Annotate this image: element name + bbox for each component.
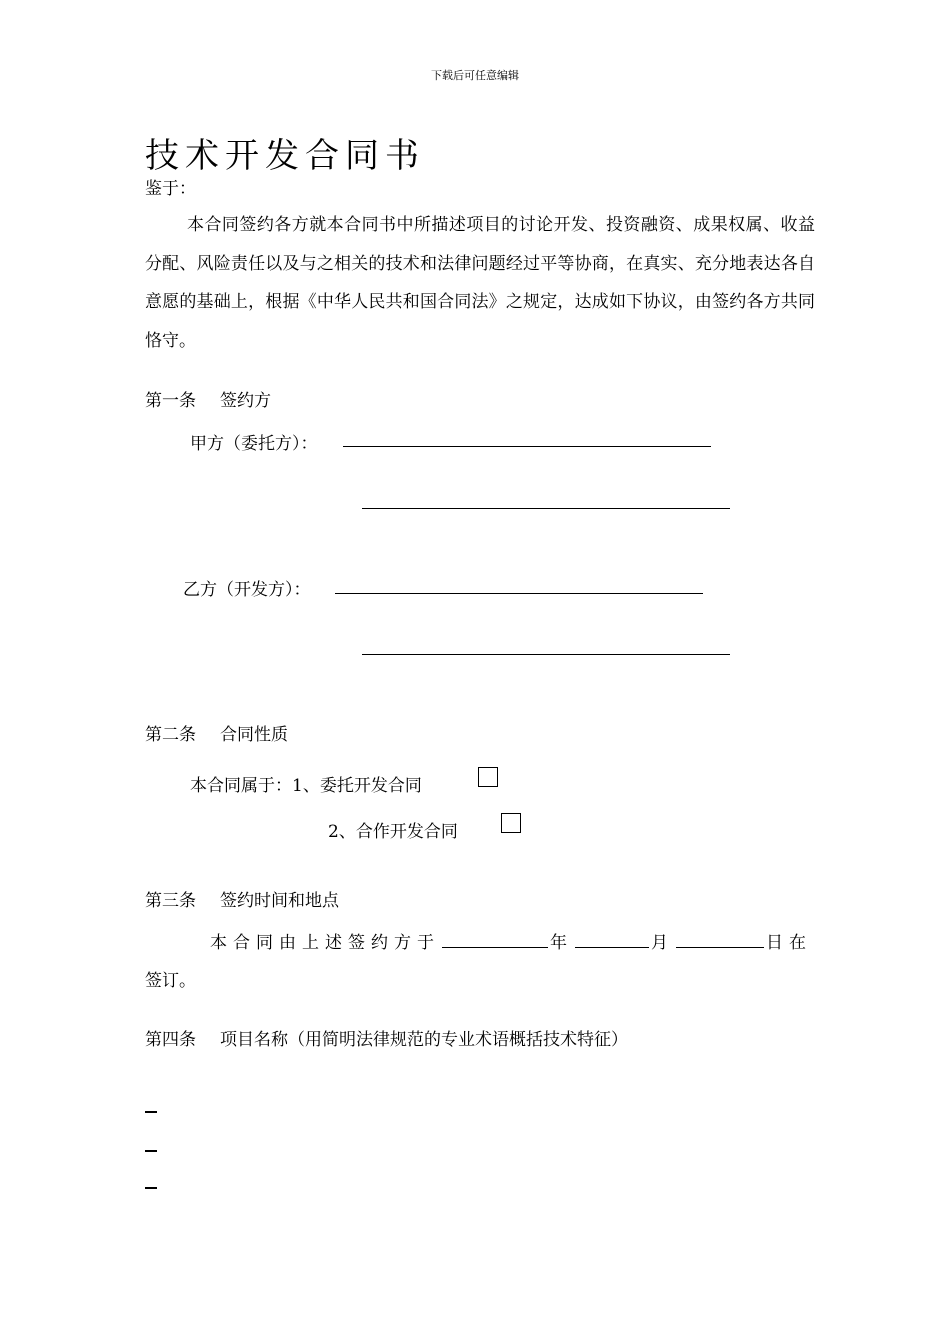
signing-place-text: 签订。	[145, 971, 196, 991]
article2-title: 合同性质	[220, 725, 288, 745]
blank-line-marker-1	[145, 1111, 157, 1113]
document-title: 技术开发合同书	[145, 136, 425, 176]
party-b-line-2[interactable]	[362, 654, 730, 655]
party-b-label: 乙方（开发方）：	[183, 580, 311, 600]
signing-date-line	[210, 928, 812, 953]
article1-title: 签约方	[220, 391, 271, 411]
article1-number: 第一条	[145, 391, 196, 411]
contract-type-option1-label: 本合同属于：1、委托开发合同	[190, 776, 422, 796]
party-b-line-1[interactable]	[335, 593, 703, 594]
article4-note: （用简明法律规范的专业术语概括技术特征）	[288, 1030, 628, 1050]
year-label: 年	[550, 933, 573, 953]
party-a-line-2[interactable]	[362, 508, 730, 509]
year-blank[interactable]	[442, 931, 548, 948]
article2-number: 第二条	[145, 725, 196, 745]
article4-title: 项目名称	[220, 1030, 288, 1050]
contract-type-option2-label: 2、合作开发合同	[328, 822, 458, 842]
article1-heading	[145, 386, 271, 411]
article3-heading	[145, 886, 339, 911]
blank-line-marker-3	[145, 1187, 157, 1189]
article2-heading	[145, 720, 288, 745]
party-a-label: 甲方（委托方）：	[190, 434, 318, 454]
option2-checkbox[interactable]	[501, 813, 521, 833]
option1-checkbox[interactable]	[478, 767, 498, 787]
month-label: 月	[651, 933, 674, 953]
article3-number: 第三条	[145, 891, 196, 911]
day-at-label: 日在	[766, 933, 812, 953]
page-header: 下载后可任意编辑	[431, 69, 519, 82]
intro-paragraph: 本合同签约各方就本合同书中所描述项目的讨论开发、投资融资、成果权属、收益分配、风险责任以及与之相关的技术和法律问题经过平等协商，在真实、充分地表达各自意愿的基础上，根据《中华人民共和国合同法》之规定，达成如下协议，由签约各方共同恪守。	[145, 215, 815, 351]
intro-label: 鉴于：	[145, 179, 196, 199]
article3-title: 签约时间和地点	[220, 891, 339, 911]
blank-line-marker-2	[145, 1150, 157, 1152]
article4-heading	[145, 1025, 628, 1050]
party-a-line-1[interactable]	[343, 446, 711, 447]
signing-text: 本合同由上述签约方于	[210, 933, 440, 953]
day-blank[interactable]	[676, 931, 764, 948]
article4-number: 第四条	[145, 1030, 196, 1050]
month-blank[interactable]	[575, 931, 649, 948]
